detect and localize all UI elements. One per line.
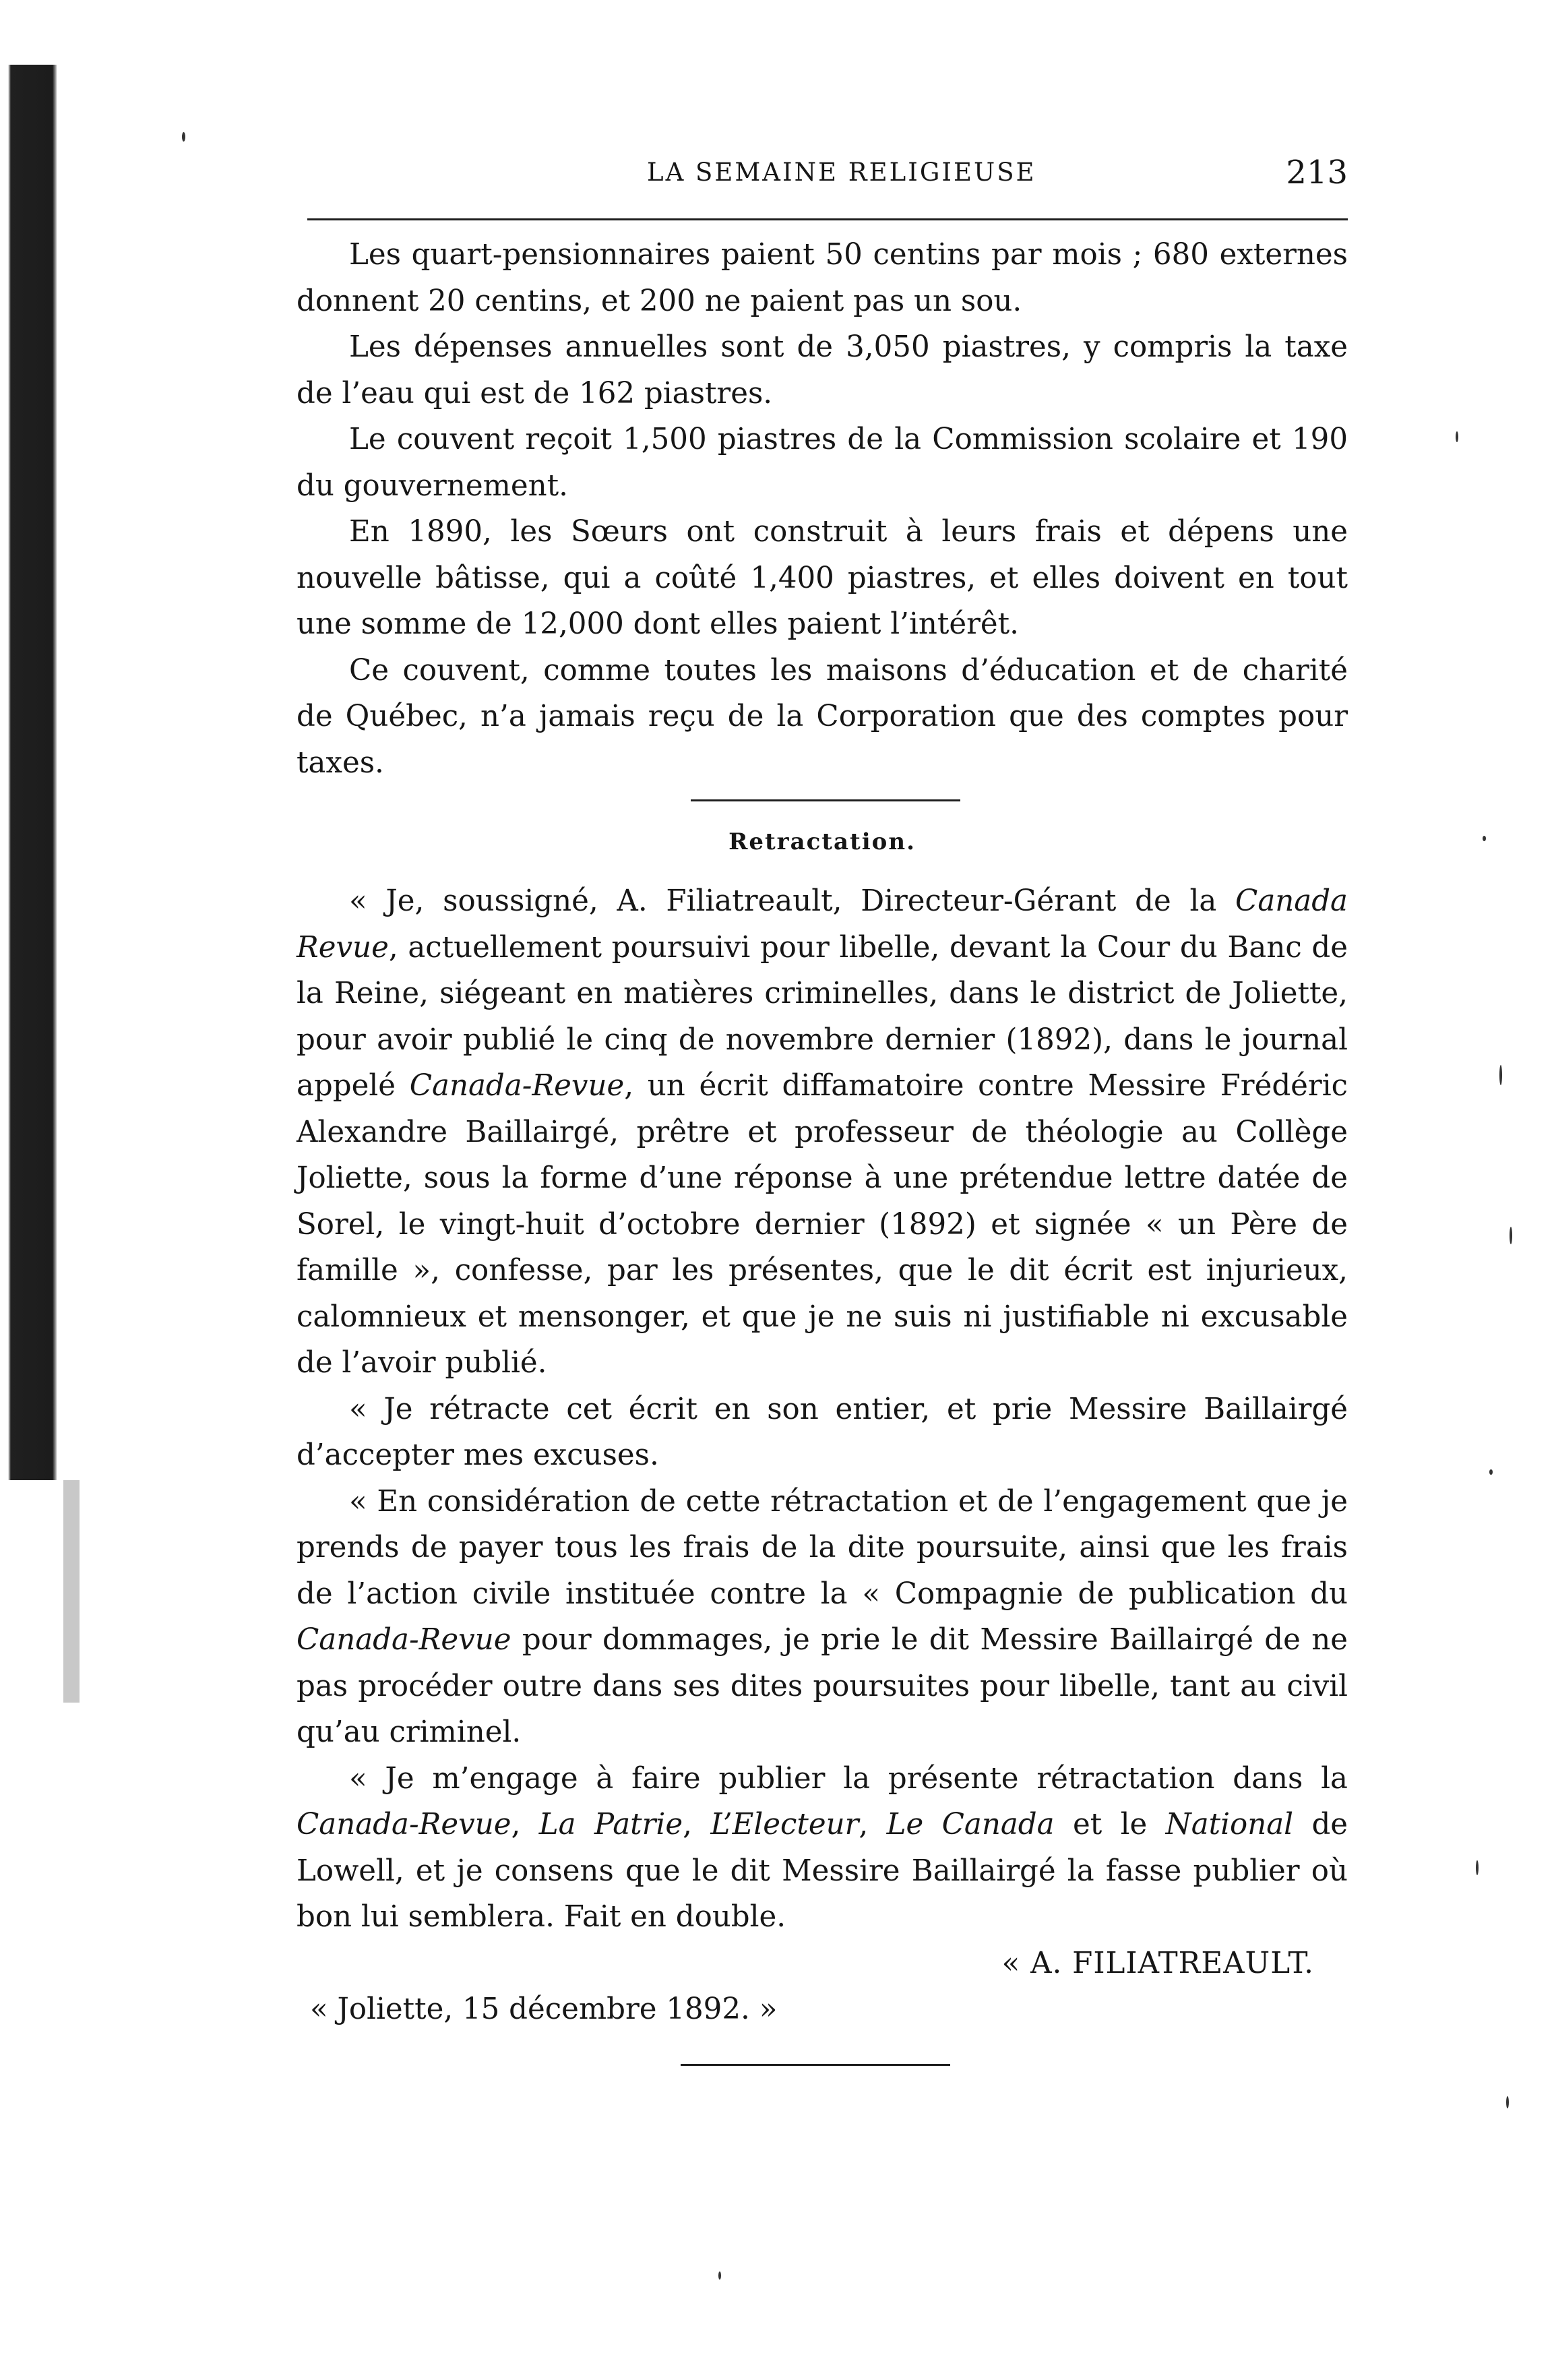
margin-speck [1476,1860,1479,1875]
page [297,142,1348,2066]
margin-speck [1483,836,1486,841]
page-number: 213 [1286,154,1348,191]
retractation-paragraph: « Je rétracte cet écrit en son entier, et prie Messire Baillairgé d’accepter mes excuses. [297,1392,1348,1472]
paragraph: Les dépenses annuelles sont de 3,050 piastres, y compris la taxe de l’eau qui est de 162 piastres. [297,330,1348,410]
text-run: de Lowell, et je consens que le dit Messire Baillairgé la fasse publier où bon lui semblera. Fait en double. [297,1808,1348,1934]
paragraph: Ce couvent, comme toutes les maisons d’éducation et de charité de Québec, n’a jamais reçu de la Corporation que des comptes pour taxes. [297,653,1348,780]
running-head [297,142,1348,216]
text-run: pour dommages, je prie le dit Messire Baillairgé de ne pas procéder outre dans ses dites poursuites pour libelle, tant au civil qu’au criminel. [297,1623,1348,1749]
italic-title: La Patrie [538,1808,683,1841]
italic-title: Le Canada [886,1808,1055,1841]
binding-edge-shadow-lower [63,1480,80,1703]
retractation-paragraph [297,1479,1348,1756]
signature: « A. FILIATREAULT. [1001,1946,1314,1980]
retractation-paragraph [297,878,1348,1386]
dateline: « Joliette, 15 décembre 1892. » [310,1992,778,2026]
text-run: , [683,1808,711,1841]
margin-speck [718,2271,721,2280]
italic-title: Canada-Revue [409,1069,625,1103]
margin-speck [1510,1227,1512,1244]
margin-speck [1489,1469,1493,1475]
italic-title: Canada-Revue [297,1623,511,1657]
italic-title: Canada-Revue [297,1808,511,1841]
text-run: « Je, soussigné, A. Filiatreault, Directeur-Gérant de la [349,884,1236,918]
binding-edge-shadow [0,65,57,1480]
article-body [297,232,1348,2066]
paragraph: Le couvent reçoit 1,500 piastres de la Commission scolaire et 190 du gouvernement. [297,423,1348,503]
paragraph: En 1890, les Sœurs ont construit à leurs frais et dépens une nouvelle bâtisse, qui a coûté 1,400 piastres, et elles doivent en tout une somme de 12,000 dont elles paient l’intérêt. [297,515,1348,641]
italic-title: National [1165,1808,1294,1841]
header-rule [307,218,1348,220]
margin-speck [182,132,185,142]
running-head-title: LA SEMAINE RELIGIEUSE [647,158,1036,187]
retractation-paragraph [297,1756,1348,1941]
italic-title: L’Electeur [710,1808,859,1841]
margin-speck [1506,2096,1509,2108]
text-run: , [859,1808,887,1841]
section-separator-rule [691,799,960,801]
margin-speck [1499,1065,1502,1085]
text-run: , actuellement poursuivi pour libelle, devant la Cour du Banc de la Reine, siégeant en matières criminelles, dans le district de Joliette, pour avoir publié le cinq de novembre dernier (1892), dans le journal appelé [297,930,1348,1103]
text-run: et le [1054,1808,1166,1841]
text-run: « Je m’engage à faire publier la présente rétractation dans la [349,1761,1348,1796]
italic-title: Canada Revue [297,884,1348,965]
text-run: , [511,1808,539,1841]
text-run: , un écrit diffamatoire contre Messire Frédéric Alexandre Baillairgé, prêtre et professeur de théologie au Collège Joliette, sous la forme d’une réponse à une prétendue lettre datée de Sorel, le vingt-huit d’octobre dernier (1892) et signée « un Père de famille », confesse, par les présentes, que le dit écrit est injurieux, calomnieux et mensonger, et que je ne suis ni justifiable ni excusable de l’avoir publié. [297,1069,1348,1380]
paragraph: Les quart-pensionnaires paient 50 centins par mois ; 680 externes donnent 20 centins, et 200 ne paient pas un sou. [297,238,1348,318]
end-separator-rule [681,2064,950,2066]
text-run: « En considération de cette rétractation et de l’engagement que je prends de payer tous les frais de la dite poursuite, ainsi que les frais de l’action civile instituée contre la « Compagnie de publication du [297,1484,1348,1611]
margin-speck [1456,431,1458,442]
section-title: Retractation. [728,828,916,855]
